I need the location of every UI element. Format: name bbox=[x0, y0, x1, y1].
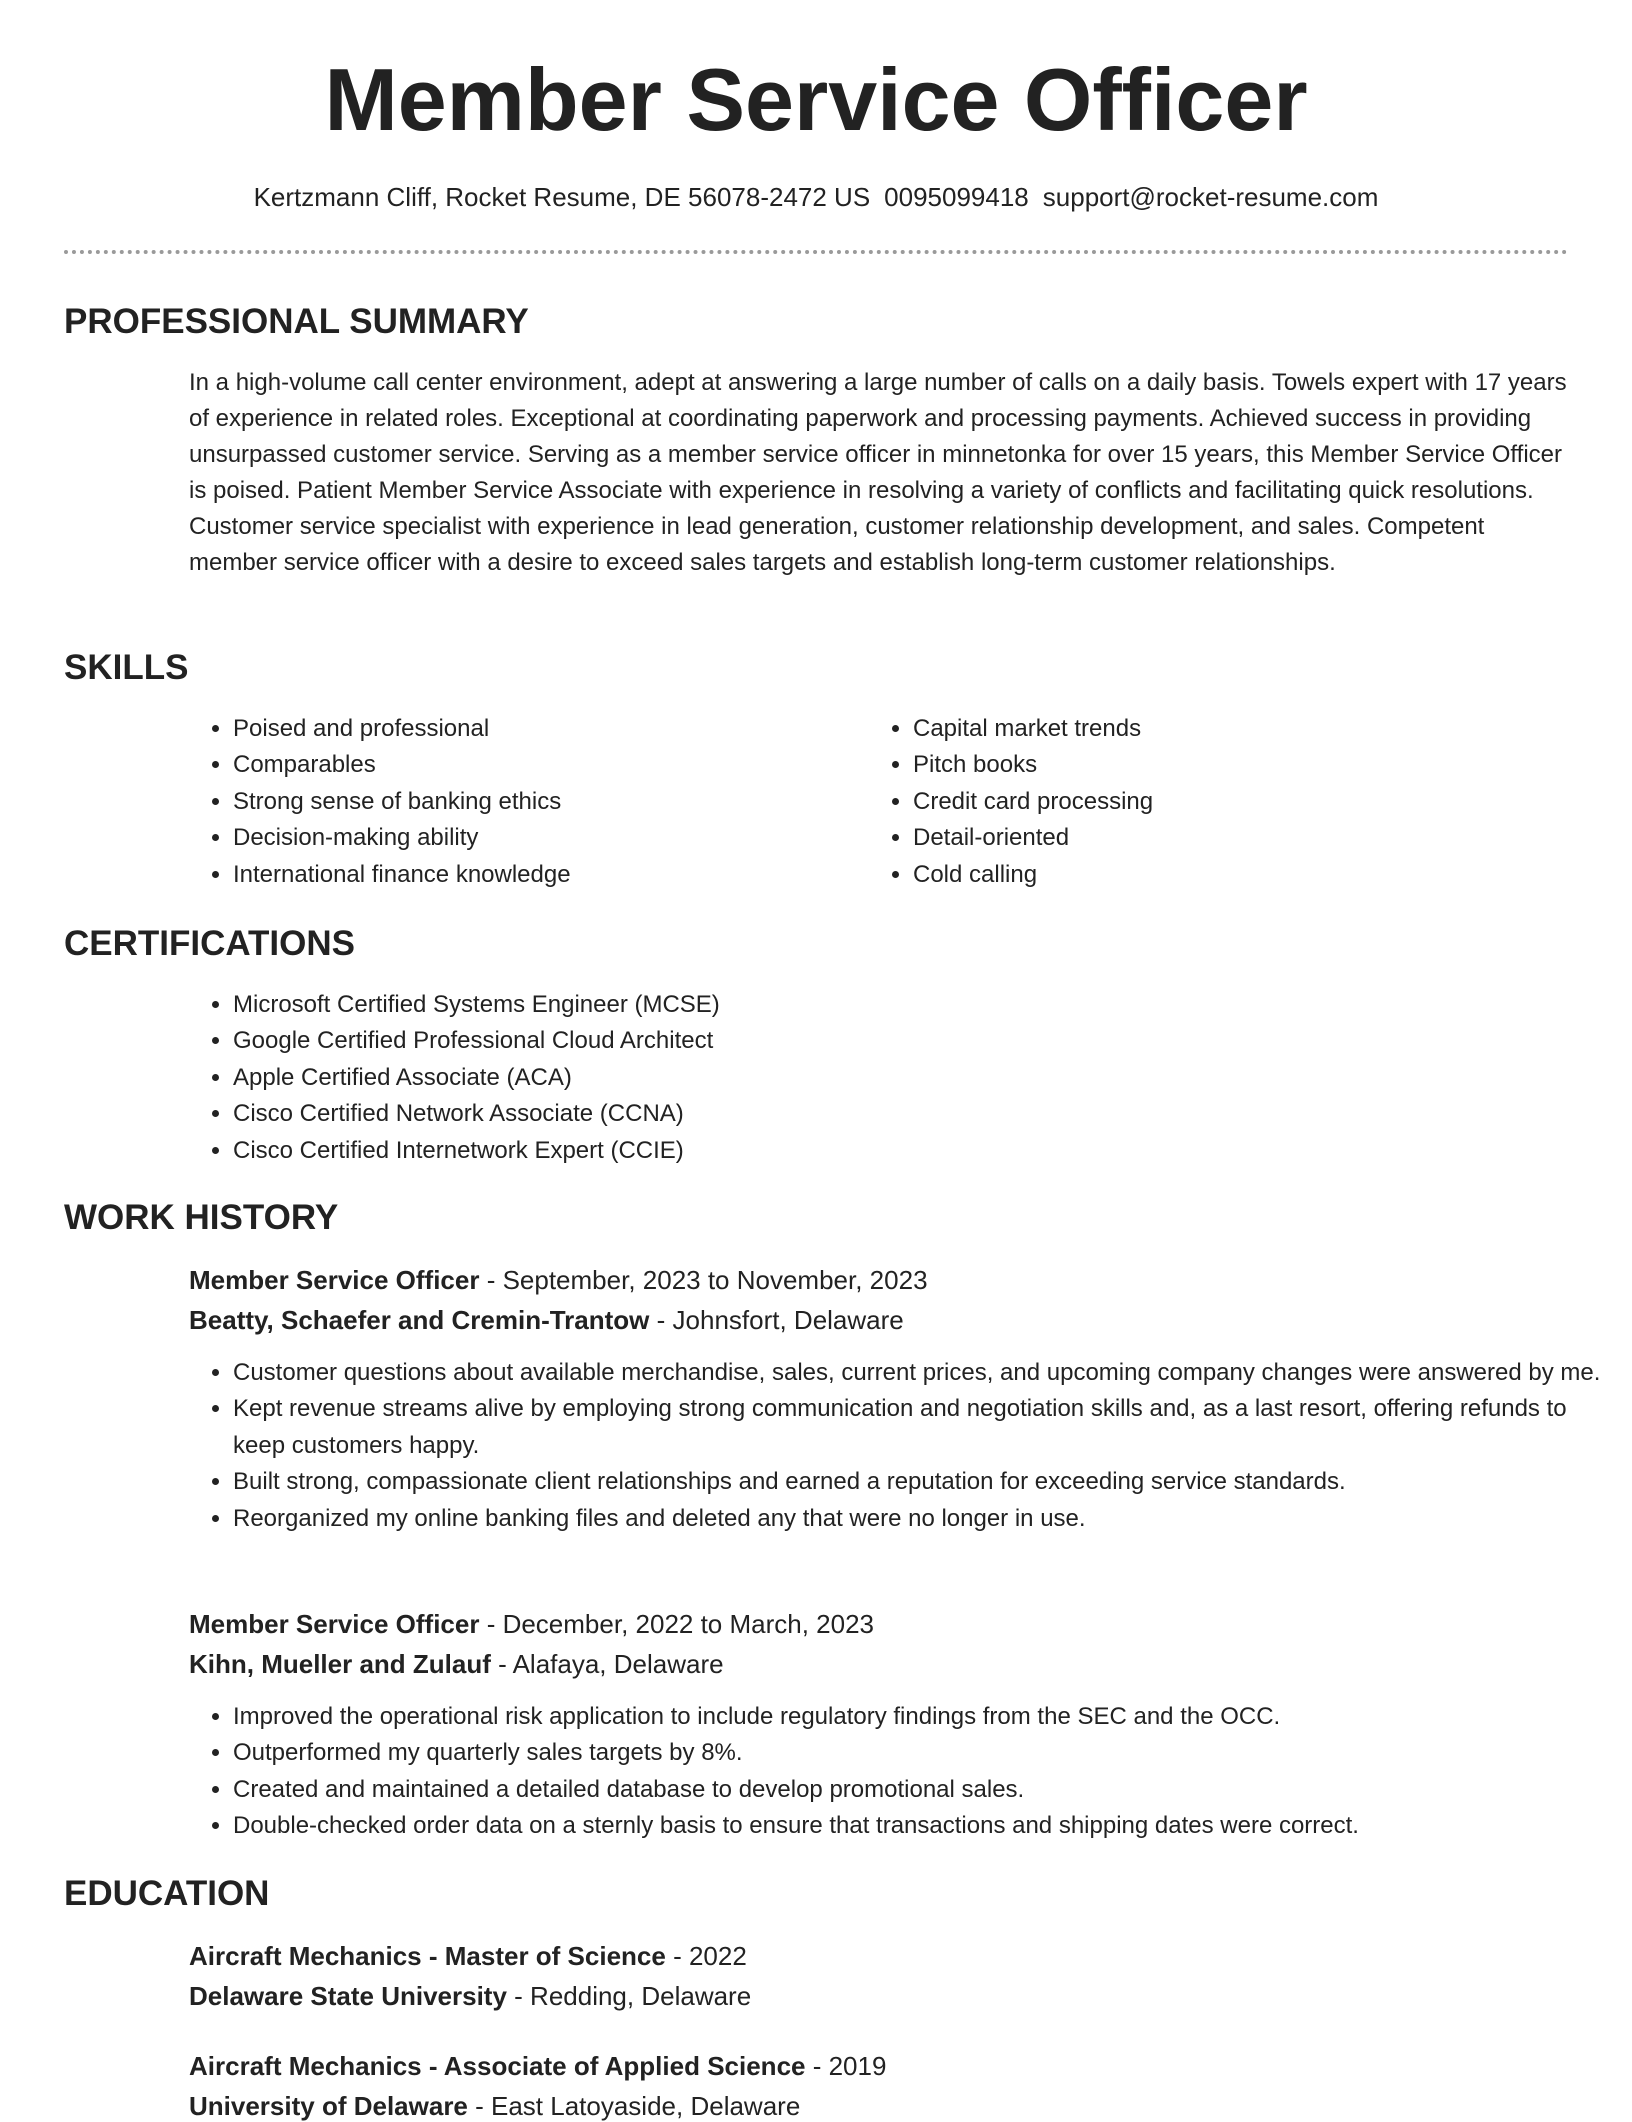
job-dates: - December, 2022 to March, 2023 bbox=[479, 1609, 875, 1639]
list-item: • Detail-oriented bbox=[913, 820, 1533, 856]
education-year: - 2019 bbox=[805, 2051, 887, 2081]
education-school-line bbox=[189, 2091, 800, 2122]
list-item: • Cold calling bbox=[913, 857, 1533, 893]
skills-list-right bbox=[869, 711, 1533, 893]
list-item: • Kept revenue streams alive by employing strong communication and negotiation skills and, as a last resort, offering refunds to keep customers happy. bbox=[233, 1391, 1613, 1464]
contact-address: Kertzmann Cliff, Rocket Resume, DE 56078-2472 US bbox=[253, 182, 871, 212]
job-company-line bbox=[189, 1305, 904, 1336]
resume-title: Member Service Officer bbox=[324, 50, 1308, 149]
education-location: - Redding, Delaware bbox=[506, 1981, 752, 2011]
list-item: • Cisco Certified Internetwork Expert (CCIE) bbox=[233, 1133, 1613, 1169]
job-location: - Johnsfort, Delaware bbox=[649, 1305, 904, 1335]
header-divider bbox=[64, 250, 1568, 254]
list-item: • Reorganized my online banking files and deleted any that were no longer in use. bbox=[233, 1501, 1613, 1537]
job-title-line bbox=[189, 1609, 874, 1640]
education-location: - East Latoyaside, Delaware bbox=[467, 2091, 801, 2121]
list-item: • Built strong, compassionate client relationships and earned a reputation for exceeding service standards. bbox=[233, 1464, 1613, 1500]
list-item: • Pitch books bbox=[913, 747, 1533, 783]
list-item: • Customer questions about available merchandise, sales, current prices, and upcoming company changes were answered by me. bbox=[233, 1355, 1613, 1391]
education-degree-line bbox=[189, 1941, 747, 1972]
job-title-line bbox=[189, 1265, 928, 1296]
education-degree: Aircraft Mechanics - Associate of Applied Science bbox=[189, 2051, 806, 2081]
list-item: • Double-checked order data on a sternly basis to ensure that transactions and shipping dates were correct. bbox=[233, 1808, 1613, 1844]
contact-email[interactable]: support@rocket-resume.com bbox=[1042, 182, 1379, 212]
contact-phone: 0095099418 bbox=[884, 182, 1029, 212]
list-item: • Strong sense of banking ethics bbox=[233, 784, 853, 820]
list-item: • Created and maintained a detailed database to develop promotional sales. bbox=[233, 1772, 1613, 1808]
education-school: Delaware State University bbox=[189, 1981, 507, 2011]
job-location: - Alafaya, Delaware bbox=[490, 1649, 724, 1679]
list-item: • Credit card processing bbox=[913, 784, 1533, 820]
education-heading: EDUCATION bbox=[64, 1874, 270, 1913]
list-item: • Cisco Certified Network Associate (CCNA) bbox=[233, 1096, 1613, 1132]
certifications-heading: CERTIFICATIONS bbox=[64, 924, 356, 963]
job-company: Beatty, Schaefer and Cremin-Trantow bbox=[189, 1305, 650, 1335]
list-item: • Apple Certified Associate (ACA) bbox=[233, 1060, 1613, 1096]
list-item: • Poised and professional bbox=[233, 711, 853, 747]
list-item: • Microsoft Certified Systems Engineer (MCSE) bbox=[233, 987, 1613, 1023]
job-title: Member Service Officer bbox=[189, 1265, 480, 1295]
job-duties-list bbox=[189, 1355, 1613, 1537]
job-title: Member Service Officer bbox=[189, 1609, 480, 1639]
list-item: • International finance knowledge bbox=[233, 857, 853, 893]
education-degree: Aircraft Mechanics - Master of Science bbox=[189, 1941, 666, 1971]
skills-list-left bbox=[189, 711, 853, 893]
list-item: • Capital market trends bbox=[913, 711, 1533, 747]
education-degree-line bbox=[189, 2051, 886, 2082]
job-company-line bbox=[189, 1649, 724, 1680]
education-school: University of Delaware bbox=[189, 2091, 468, 2121]
list-item: • Comparables bbox=[233, 747, 853, 783]
work-history-heading: WORK HISTORY bbox=[64, 1198, 339, 1237]
job-duties-list bbox=[189, 1699, 1613, 1845]
contact-line bbox=[0, 182, 1632, 213]
skills-heading: SKILLS bbox=[64, 648, 189, 687]
education-year: - 2022 bbox=[665, 1941, 747, 1971]
certifications-list bbox=[189, 987, 1613, 1169]
job-company: Kihn, Mueller and Zulauf bbox=[189, 1649, 491, 1679]
summary-text: In a high-volume call center environment, adept at answering a large number of calls on a daily basis. Towels expert with 17 years of experience in related roles. Exceptional at coordinating paperwork and processing payments. Achieved success in providing unsurpassed customer service. Serving as a member service officer in minnetonka for over 15 years, this Member Service Officer is poised. Patient Member Service Associate with experience in resolving a variety of conflicts and facilitating quick resolutions. Customer service specialist with experience in lead generation, customer relationship development, and sales. Competent member service officer with a desire to exceed sales targets and establish long-term customer relationships. bbox=[189, 369, 1567, 576]
list-item: • Google Certified Professional Cloud Architect bbox=[233, 1023, 1613, 1059]
list-item: • Outperformed my quarterly sales targets by 8%. bbox=[233, 1735, 1613, 1771]
job-dates: - September, 2023 to November, 2023 bbox=[479, 1265, 928, 1295]
education-school-line bbox=[189, 1981, 751, 2012]
summary-heading: PROFESSIONAL SUMMARY bbox=[64, 302, 529, 341]
list-item: • Decision-making ability bbox=[233, 820, 853, 856]
list-item: • Improved the operational risk application to include regulatory findings from the SEC and the OCC. bbox=[233, 1699, 1613, 1735]
